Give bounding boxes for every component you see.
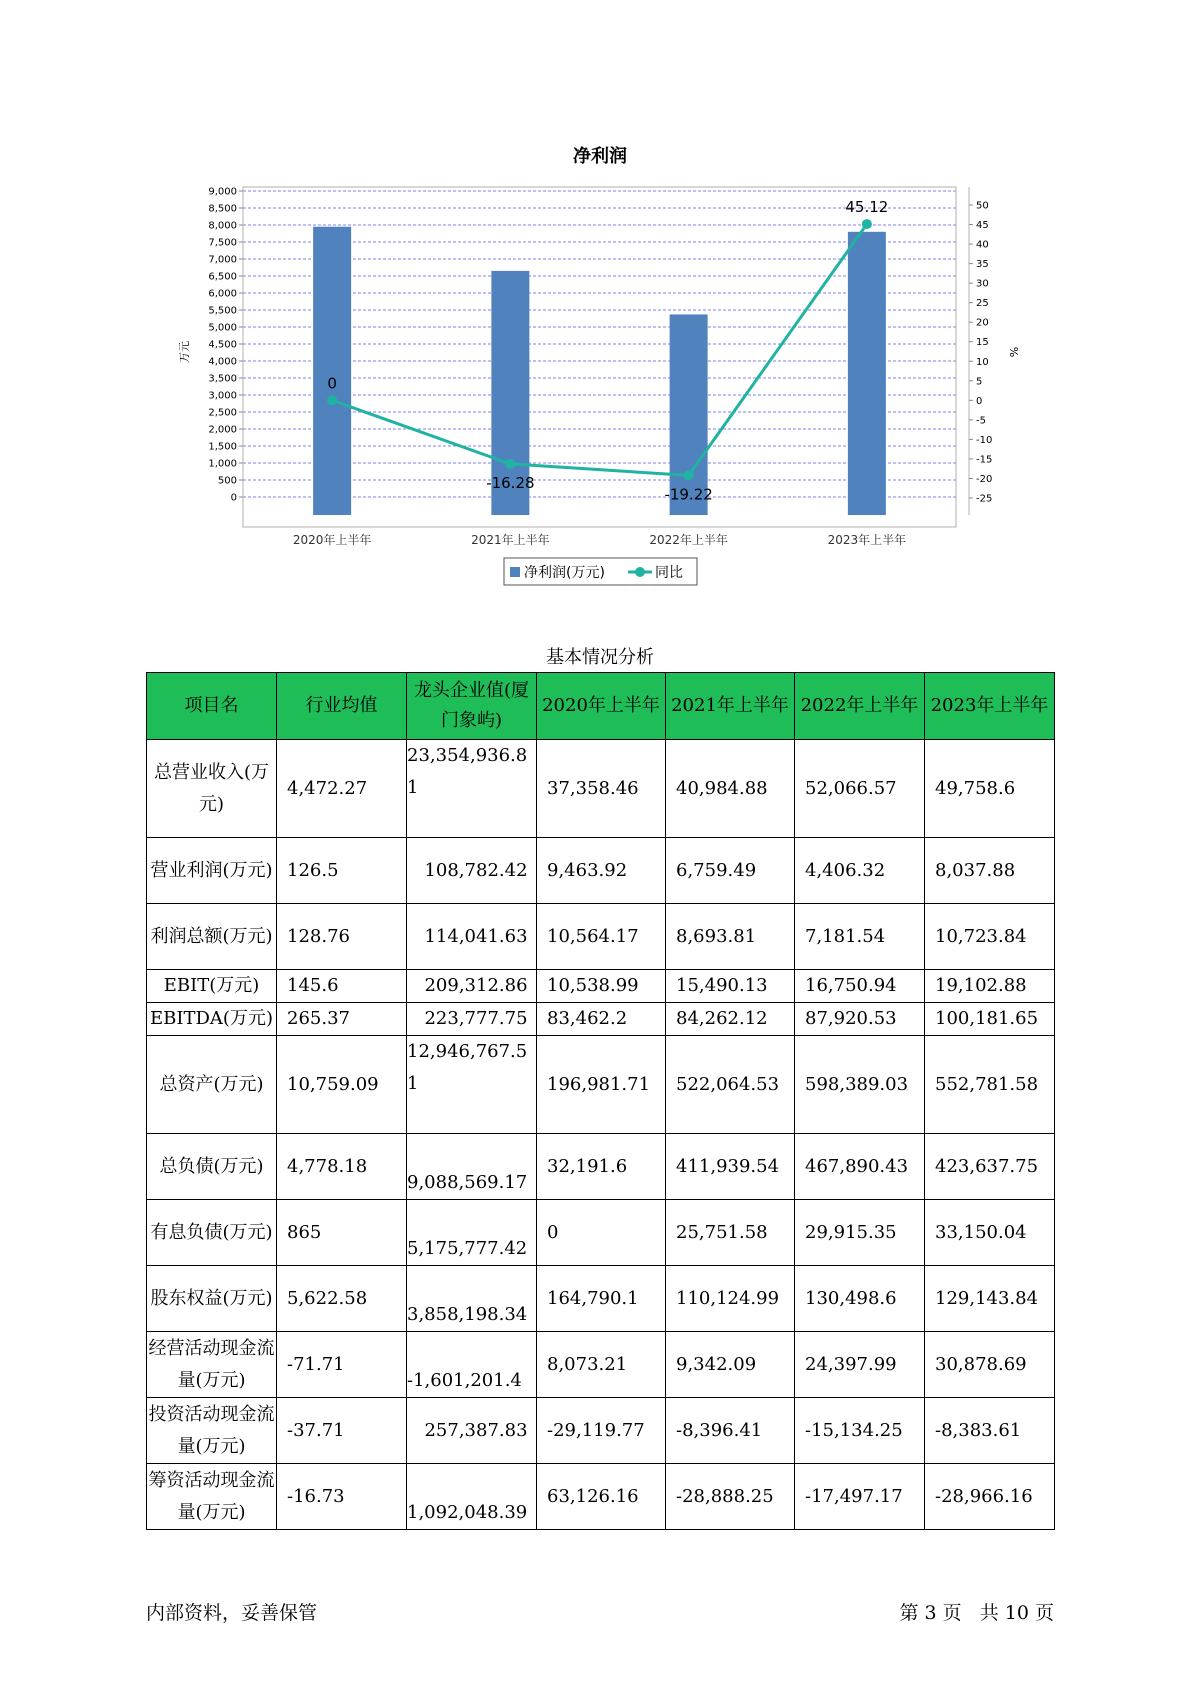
row-label: EBITDA(万元): [147, 1003, 277, 1036]
table-cell: 87,920.53: [795, 1003, 925, 1036]
row-label: 经营活动现金流量(万元): [147, 1332, 277, 1398]
left-tick-label: 2,500: [208, 407, 237, 419]
left-tick-label: 4,500: [208, 339, 237, 351]
x-tick-label: 2021年上半年: [471, 533, 550, 547]
right-tick-label: 5: [976, 376, 983, 388]
left-tick-label: 6,500: [208, 271, 237, 283]
header-2022h1: 2022年上半年: [795, 673, 925, 740]
table-cell: -17,497.17: [795, 1464, 925, 1530]
table-cell: 84,262.12: [666, 1003, 795, 1036]
table-cell: 23,354,936.81: [407, 740, 537, 838]
table-cell: 10,759.09: [277, 1036, 407, 1134]
right-tick-label: 45: [976, 220, 989, 232]
left-tick-label: 7,000: [208, 254, 237, 266]
table-cell: -15,134.25: [795, 1398, 925, 1464]
table-row: [147, 1398, 1055, 1464]
table-cell: 3,858,198.34: [407, 1266, 537, 1332]
table-cell: 40,984.88: [666, 740, 795, 838]
table-row: [147, 1003, 1055, 1036]
x-tick-label: 2020年上半年: [292, 533, 372, 547]
row-label: 有息负债(万元): [147, 1200, 277, 1266]
table-cell: 4,778.18: [277, 1134, 407, 1200]
left-tick-label: 8,500: [208, 203, 237, 215]
table-cell: 552,781.58: [925, 1036, 1055, 1134]
bar: [848, 232, 886, 515]
table-row: [147, 1332, 1055, 1398]
table-cell: 49,758.6: [925, 740, 1055, 838]
table-cell: 4,472.27: [277, 740, 407, 838]
table-cell: 10,723.84: [925, 904, 1055, 970]
x-axis-labels: [243, 527, 956, 547]
table-cell: 63,126.16: [537, 1464, 666, 1530]
table-cell: -8,383.61: [925, 1398, 1055, 1464]
right-tick-label: 15: [976, 337, 989, 349]
table-cell: 9,088,569.17: [407, 1134, 537, 1200]
table-cell: 865: [277, 1200, 407, 1266]
row-label: 总负债(万元): [147, 1134, 277, 1200]
table-cell: 83,462.2: [537, 1003, 666, 1036]
table-cell: 128.76: [277, 904, 407, 970]
table-cell: -1,601,201.4: [407, 1332, 537, 1398]
table-row: [147, 970, 1055, 1003]
left-tick-label: 9,000: [208, 186, 237, 198]
line-path: [332, 224, 867, 475]
left-tick-label: 5,500: [208, 305, 237, 317]
row-label: 筹资活动现金流量(万元): [147, 1464, 277, 1530]
legend: [504, 558, 697, 585]
table-cell: 33,150.04: [925, 1200, 1055, 1266]
line-point: [862, 219, 872, 229]
left-axis-label: 万元: [178, 341, 191, 363]
right-tick-label: -15: [976, 454, 993, 466]
table-cell: 108,782.42: [407, 838, 537, 904]
line-data-label: 0: [327, 374, 337, 393]
table-cell: 24,397.99: [795, 1332, 925, 1398]
row-label: 营业利润(万元): [147, 838, 277, 904]
table-row: [147, 740, 1055, 838]
table-cell: -37.71: [277, 1398, 407, 1464]
table-cell: -16.73: [277, 1464, 407, 1530]
table-cell: 16,750.94: [795, 970, 925, 1003]
table-cell: 8,073.21: [537, 1332, 666, 1398]
table-cell: 522,064.53: [666, 1036, 795, 1134]
left-tick-label: 4,000: [208, 356, 237, 368]
line-series: [327, 198, 888, 503]
table-cell: 110,124.99: [666, 1266, 795, 1332]
table-cell: 8,037.88: [925, 838, 1055, 904]
legend-bar-swatch: [510, 567, 520, 577]
header-2021h1: 2021年上半年: [666, 673, 795, 740]
table-cell: -8,396.41: [666, 1398, 795, 1464]
footer-confidential: 内部资料，妥善保管: [146, 1602, 318, 1624]
row-label: 总资产(万元): [147, 1036, 277, 1134]
right-axis-ticks: [969, 201, 992, 505]
table-row: [147, 838, 1055, 904]
right-tick-label: 20: [976, 317, 989, 329]
left-tick-label: 5,000: [208, 322, 237, 334]
right-tick-label: 0: [976, 395, 983, 407]
footer-page-number: 第 3 页 共 10 页: [899, 1602, 1054, 1624]
table-cell: 8,693.81: [666, 904, 795, 970]
line-point: [684, 470, 694, 480]
table-cell: 30,878.69: [925, 1332, 1055, 1398]
table-cell: -28,966.16: [925, 1464, 1055, 1530]
left-tick-label: 2,000: [208, 424, 237, 436]
bar: [313, 227, 351, 515]
table-cell: 196,981.71: [537, 1036, 666, 1134]
legend-bar-label: 净利润(万元): [524, 565, 605, 581]
table-cell: 32,191.6: [537, 1134, 666, 1200]
line-data-label: -19.22: [664, 485, 713, 504]
table-row: [147, 1464, 1055, 1530]
table-cell: 223,777.75: [407, 1003, 537, 1036]
header-item-name: 项目名: [147, 673, 277, 740]
line-point: [327, 395, 337, 405]
bar-series: [313, 227, 886, 515]
table-cell: -28,888.25: [666, 1464, 795, 1530]
table-cell: -29,119.77: [537, 1398, 666, 1464]
net-profit-chart: [0, 0, 1191, 600]
x-tick-label: 2023年上半年: [827, 533, 907, 547]
left-tick-label: 3,500: [208, 373, 237, 385]
table-cell: 423,637.75: [925, 1134, 1055, 1200]
basic-analysis-table: [146, 672, 1055, 1530]
row-label: 股东权益(万元): [147, 1266, 277, 1332]
left-tick-label: 3,000: [208, 390, 237, 402]
table-row: [147, 1266, 1055, 1332]
table-cell: 129,143.84: [925, 1266, 1055, 1332]
table-cell: 114,041.63: [407, 904, 537, 970]
table-cell: 5,622.58: [277, 1266, 407, 1332]
right-tick-label: 35: [976, 259, 989, 271]
right-tick-label: 50: [976, 200, 989, 212]
table-cell: 467,890.43: [795, 1134, 925, 1200]
chart-title: 净利润: [573, 146, 627, 167]
x-tick-label: 2022年上半年: [649, 533, 728, 547]
line-data-label: 45.12: [845, 198, 889, 217]
left-tick-label: 0: [230, 492, 237, 504]
table-cell: 7,181.54: [795, 904, 925, 970]
right-tick-label: -5: [976, 415, 986, 427]
table-cell: 164,790.1: [537, 1266, 666, 1332]
table-row: [147, 1200, 1055, 1266]
table-cell: 9,463.92: [537, 838, 666, 904]
left-tick-label: 500: [217, 475, 237, 487]
table-cell: 209,312.86: [407, 970, 537, 1003]
legend-line-marker: [635, 567, 645, 577]
right-tick-label: 40: [976, 239, 989, 251]
table-cell: 9,342.09: [666, 1332, 795, 1398]
left-tick-label: 1,500: [208, 441, 237, 453]
table-cell: 1,092,048.39: [407, 1464, 537, 1530]
table-row: [147, 1036, 1055, 1134]
table-cell: 5,175,777.42: [407, 1200, 537, 1266]
table-cell: 411,939.54: [666, 1134, 795, 1200]
header-2020h1: 2020年上半年: [537, 673, 666, 740]
table-cell: 25,751.58: [666, 1200, 795, 1266]
table-cell: 10,564.17: [537, 904, 666, 970]
table-cell: 257,387.83: [407, 1398, 537, 1464]
table-cell: 10,538.99: [537, 970, 666, 1003]
right-tick-label: -25: [976, 493, 993, 505]
legend-line-label: 同比: [655, 565, 683, 581]
table-cell: 29,915.35: [795, 1200, 925, 1266]
left-tick-label: 6,000: [208, 288, 237, 300]
table-cell: 130,498.6: [795, 1266, 925, 1332]
left-tick-label: 7,500: [208, 237, 237, 249]
left-tick-label: 1,000: [208, 458, 237, 470]
table-row: [147, 904, 1055, 970]
table-cell: 598,389.03: [795, 1036, 925, 1134]
table-cell: 19,102.88: [925, 970, 1055, 1003]
table-cell: 265.37: [277, 1003, 407, 1036]
table-cell: 100,181.65: [925, 1003, 1055, 1036]
row-label: EBIT(万元): [147, 970, 277, 1003]
right-axis-label: %: [1007, 346, 1020, 358]
right-tick-label: 30: [976, 278, 989, 290]
table-cell: 12,946,767.51: [407, 1036, 537, 1134]
table-row: [147, 1134, 1055, 1200]
table-cell: 37,358.46: [537, 740, 666, 838]
table-cell: 52,066.57: [795, 740, 925, 838]
table-cell: -71.71: [277, 1332, 407, 1398]
row-label: 投资活动现金流量(万元): [147, 1398, 277, 1464]
line-data-label: -16.28: [486, 473, 535, 492]
table-cell: 0: [537, 1200, 666, 1266]
row-label: 总营业收入(万元): [147, 740, 277, 838]
table-cell: 15,490.13: [666, 970, 795, 1003]
header-industry-avg: 行业均值: [277, 673, 407, 740]
table-cell: 145.6: [277, 970, 407, 1003]
header-leader-value: 龙头企业值(厦门象屿): [407, 673, 537, 740]
table-caption: 基本情况分析: [546, 647, 654, 668]
right-tick-label: 25: [976, 298, 989, 310]
right-tick-label: 10: [976, 356, 989, 368]
table-cell: 126.5: [277, 838, 407, 904]
right-tick-label: -10: [976, 434, 993, 446]
table-cell: 4,406.32: [795, 838, 925, 904]
left-tick-label: 8,000: [208, 220, 237, 232]
table-header-row: [147, 673, 1055, 740]
header-2023h1: 2023年上半年: [925, 673, 1055, 740]
row-label: 利润总额(万元): [147, 904, 277, 970]
left-axis-ticks: [208, 187, 243, 504]
line-point: [505, 459, 515, 469]
table-cell: 6,759.49: [666, 838, 795, 904]
right-tick-label: -20: [976, 473, 993, 485]
